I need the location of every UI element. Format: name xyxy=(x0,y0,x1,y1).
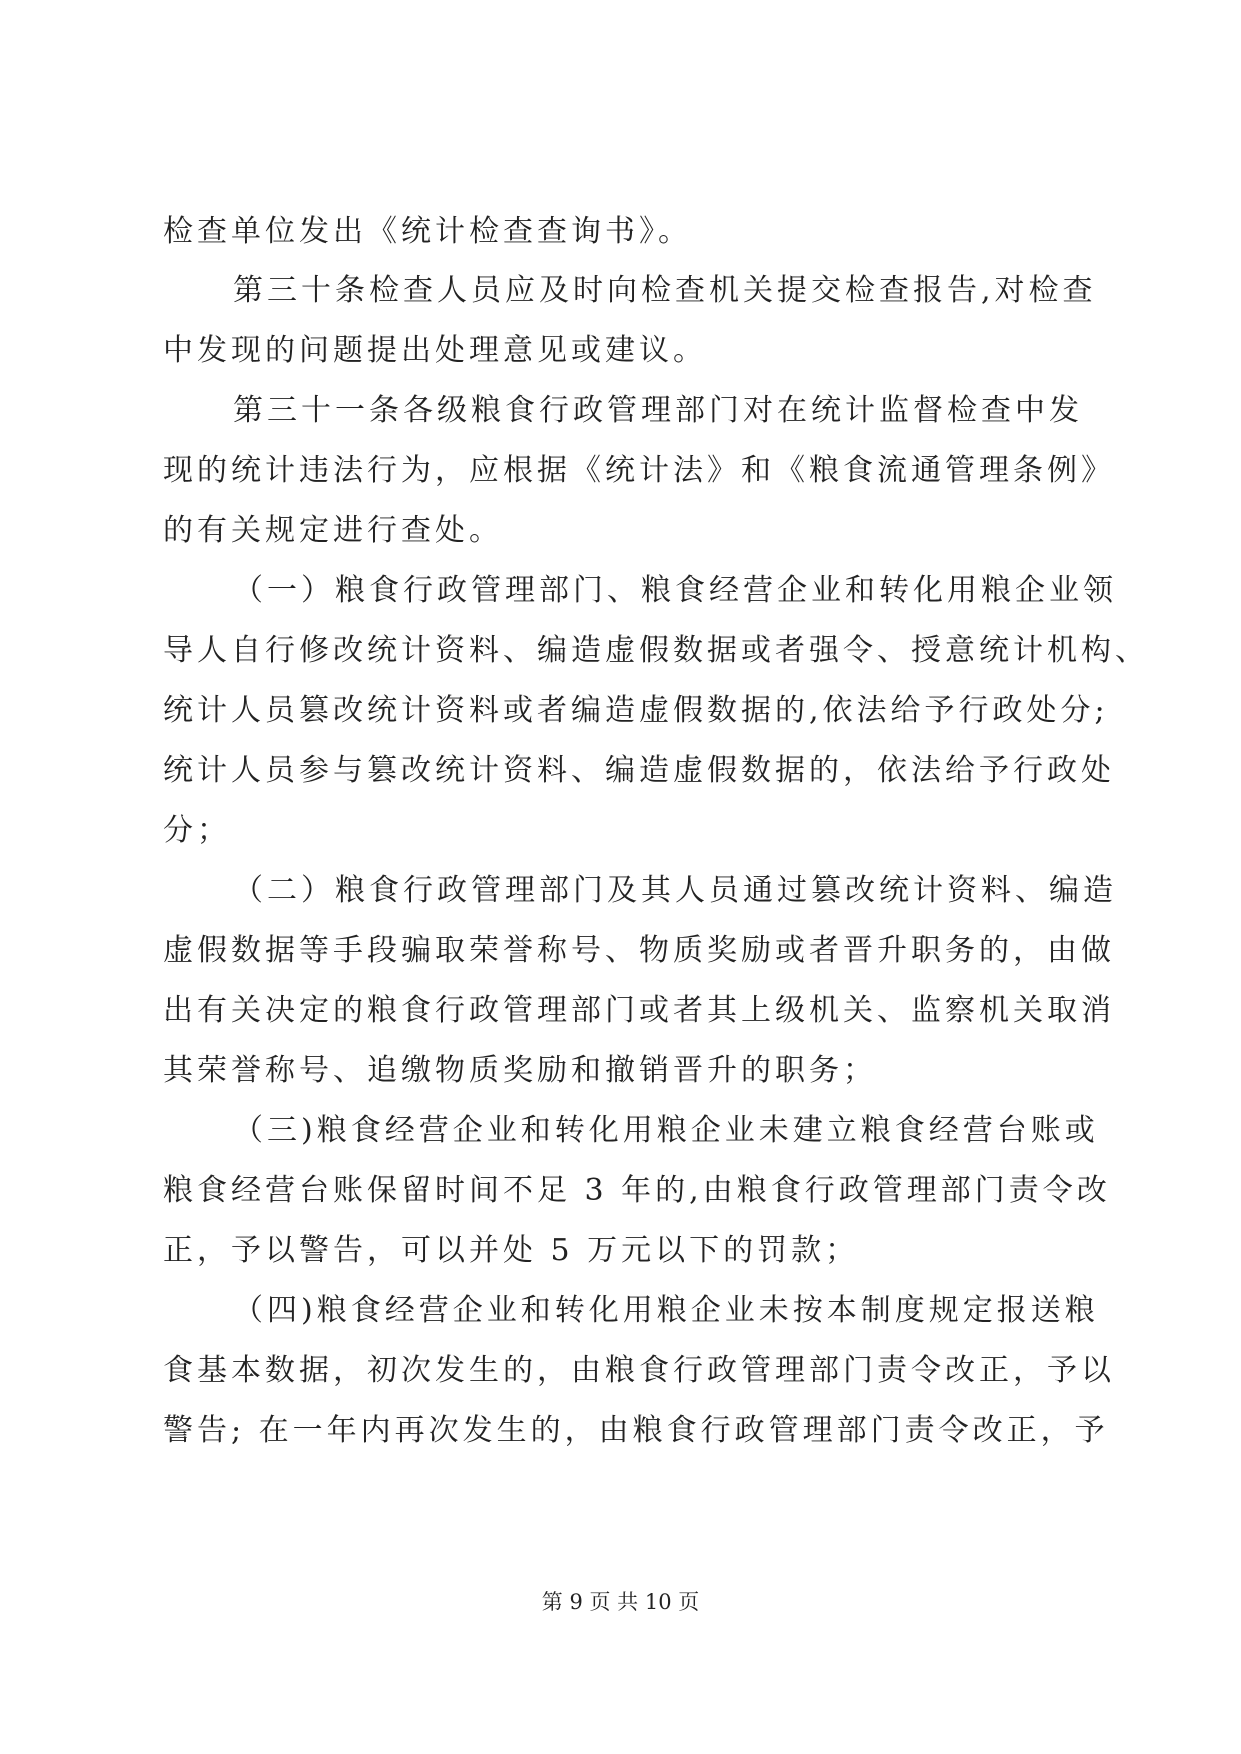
text-line: 统计人员篡改统计资料或者编造虚假数据的,依法给予行政处分; xyxy=(163,693,1109,728)
text-line: 正，予以警告，可以并处 5 万元以下的罚款； xyxy=(163,1233,860,1268)
text-line: 第三十条检查人员应及时向检查机关提交检查报告,对检查 xyxy=(233,273,1097,308)
text-line: 食基本数据，初次发生的，由粮食行政管理部门责令改正，予以 xyxy=(163,1353,1115,1388)
text-line: 中发现的问题提出处理意见或建议。 xyxy=(163,333,707,368)
text-line: 虚假数据等手段骗取荣誉称号、物质奖励或者晋升职务的，由做 xyxy=(163,933,1115,968)
text-line: 警告; 在一年内再次发生的，由粮食行政管理部门责令改正，予 xyxy=(163,1413,1109,1448)
text-line: 现的统计违法行为，应根据《统计法》和《粮食流通管理条例》 xyxy=(163,453,1115,488)
text-line: （三)粮食经营企业和转化用粮企业未建立粮食经营台账或 xyxy=(233,1113,1099,1148)
text-line: （二）粮食行政管理部门及其人员通过篡改统计资料、编造 xyxy=(233,873,1117,908)
text-line: （一）粮食行政管理部门、粮食经营企业和转化用粮企业领 xyxy=(233,573,1117,608)
text-line: 其荣誉称号、追缴物质奖励和撤销晋升的职务； xyxy=(163,1053,877,1088)
text-line: 统计人员参与篡改统计资料、编造虚假数据的，依法给予行政处 xyxy=(163,753,1115,788)
text-line: 的有关规定进行查处。 xyxy=(163,513,503,548)
text-line: 导人自行修改统计资料、编造虚假数据或者强令、授意统计机构、 xyxy=(163,633,1149,668)
text-line: 粮食经营台账保留时间不足 3 年的,由粮食行政管理部门责令改 xyxy=(163,1173,1111,1208)
text-line: 第三十一条各级粮食行政管理部门对在统计监督检查中发 xyxy=(233,393,1083,428)
text-line: 出有关决定的粮食行政管理部门或者其上级机关、监察机关取消 xyxy=(163,993,1115,1028)
text-line: 分； xyxy=(163,813,231,848)
page-footer: 第 9 页 共 10 页 xyxy=(541,1590,700,1614)
text-line: （四)粮食经营企业和转化用粮企业未按本制度规定报送粮 xyxy=(233,1293,1099,1328)
text-line: 检查单位发出《统计检查查询书》。 xyxy=(163,214,692,249)
